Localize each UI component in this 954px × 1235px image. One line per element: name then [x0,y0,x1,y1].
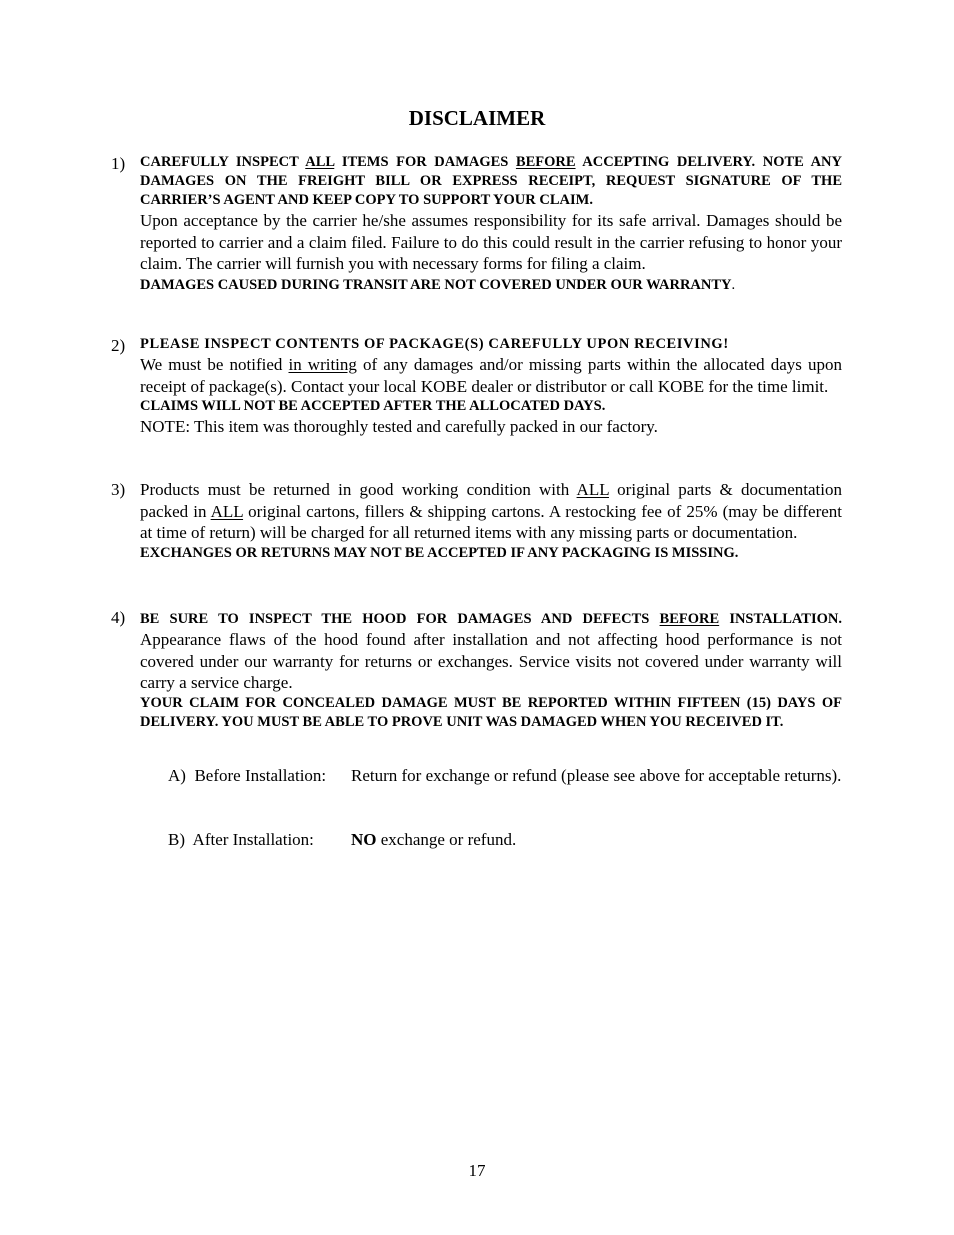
item-number: 1) [111,154,126,173]
before-installation-row [168,765,842,787]
disclaimer-item-4 [111,607,842,732]
before-installation-value: Return for exchange or refund (please see above for acceptable returns). [351,766,842,785]
packaging-notice: EXCHANGES OR RETURNS MAY NOT BE ACCEPTED IF ANY PACKAGING IS MISSING. [140,544,739,561]
item-number: 2) [111,336,126,355]
after-installation-value: NO exchange or refund. [351,830,517,849]
before-installation-label: A) Before Installation: [168,766,327,785]
factory-note: NOTE: This item was thoroughly tested and carefully packed in our factory. [140,417,658,436]
concealed-damage-notice: YOUR CLAIM FOR CONCEALED DAMAGE MUST BE REPORTED WITHIN FIFTEEN (15) DAYS OF DELIVERY. YOU MUST BE ABLE TO PROVE UNIT WAS DAMAGED WHEN YOU RECEIVED IT. [140,694,842,730]
disclaimer-item-1 [111,153,842,295]
item-number: 4) [111,608,126,627]
item-number: 3) [111,480,126,499]
disclaimer-item-2 [111,335,842,438]
inspection-heading: CAREFULLY INSPECT ALL ITEMS FOR DAMAGES BEFORE ACCEPTING DELIVERY. NOTE ANY DAMAGES ON THE FREIGHT BILL OR EXPRESS RECEIPT, REQUEST SIGNATURE OF THE CARRIER’S AGENT AND KEEP COPY TO SUPPORT YOUR CLAIM. [140,154,842,208]
claims-notice: CLAIMS WILL NOT BE ACCEPTED AFTER THE ALLOCATED DAYS. [140,398,606,414]
after-installation-row [168,829,842,851]
package-inspection-heading: PLEASE INSPECT CONTENTS OF PACKAGE(S) CAREFULLY UPON RECEIVING! [140,336,729,352]
after-installation-label: B) After Installation: [168,830,314,849]
notification-text: We must be notified in writing of any damages and/or missing parts within the allocated days upon receipt of package(s). Contact your local KOBE dealer or distributor or call KOBE for the time limit. [140,355,842,396]
hood-inspection-text: BE SURE TO INSPECT THE HOOD FOR DAMAGES AND DEFECTS BEFORE INSTALLATION. Appearance flaws of the hood found after installation and not affecting hood performance is not covered under our warranty for returns or exchanges. Service visits not covered under warranty will carry a service charge. [140,611,842,692]
page-number: 17 [468,1161,486,1180]
page-title: DISCLAIMER [408,106,546,130]
disclaimer-item-3 [111,479,842,563]
transit-damage-notice: DAMAGES CAUSED DURING TRANSIT ARE NOT COVERED UNDER OUR WARRANTY. [140,276,736,293]
carrier-responsibility-text: Upon acceptance by the carrier he/she assumes responsibility for its safe arrival. Damages should be reported to carrier and a claim filed. Failure to do this could result in the carrier refusing to honor your claim. The carrier will furnish you with necessary forms for filing a claim. [140,211,842,273]
return-conditions-text: Products must be returned in good working condition with ALL original parts & documentation packed in ALL original cartons, fillers & shipping cartons. A restocking fee of 25% (may be different at time of return) will be charged for all returned items with any missing parts or documentation. [140,480,842,542]
